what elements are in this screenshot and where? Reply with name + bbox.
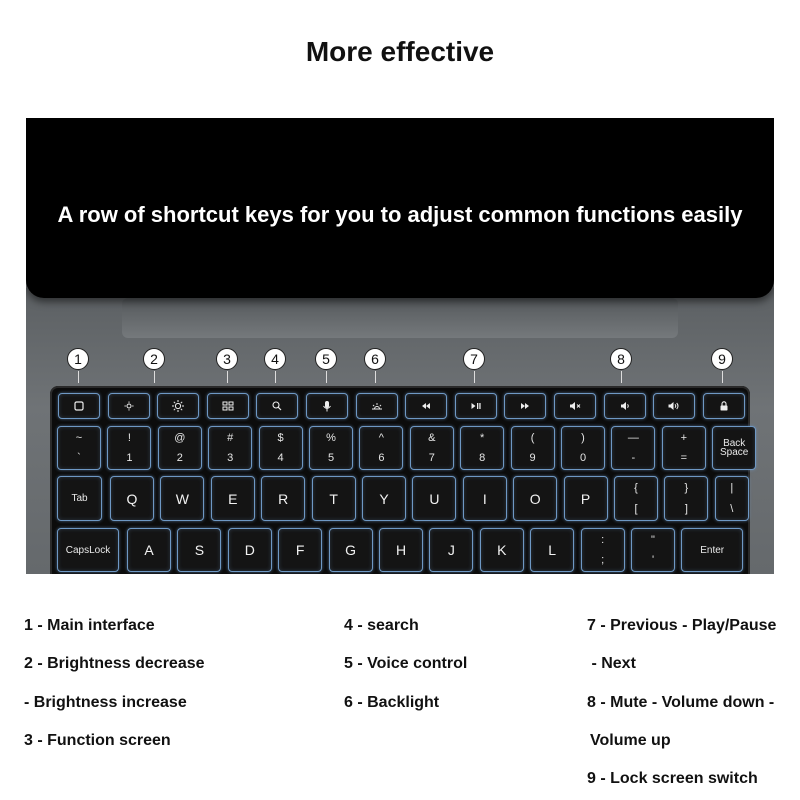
legend-item: - Brightness increase — [24, 694, 187, 711]
key-base-symbol: ] — [684, 503, 688, 515]
key-base-symbol: 6 — [378, 452, 385, 464]
legend-item: 7 - Previous - Play/Pause — [587, 617, 777, 634]
key-shift-symbol: ! — [127, 432, 131, 444]
key-letter: I — [482, 490, 487, 507]
backlight-icon — [357, 394, 397, 418]
key-letter: H — [395, 542, 407, 558]
key-i[interactable] — [463, 476, 507, 521]
lock-icon — [704, 394, 744, 418]
key-base-symbol: 0 — [579, 452, 587, 464]
function-key-search[interactable] — [256, 393, 298, 419]
key-w[interactable] — [160, 476, 204, 521]
key-shift-symbol: ) — [581, 432, 585, 444]
key-shift-symbol: " — [651, 534, 655, 546]
keyboard-case-photo — [26, 118, 774, 574]
backspace-label-bottom: Space — [720, 447, 749, 458]
key--[interactable] — [611, 426, 655, 470]
key-letter: K — [497, 542, 507, 558]
key-shift-symbol: ( — [530, 432, 535, 444]
microphone-icon — [307, 394, 347, 418]
backspace-label-top: Back — [723, 438, 746, 449]
key-k[interactable] — [480, 528, 524, 572]
callout-1: 1 — [67, 348, 89, 370]
key-q[interactable] — [110, 476, 154, 521]
key-letter: R — [278, 490, 289, 507]
function-key-previous-track[interactable] — [405, 393, 447, 419]
key-letter: W — [175, 490, 189, 507]
key-bracket-0[interactable] — [614, 476, 658, 521]
volume-up-icon — [654, 394, 694, 418]
key-f[interactable] — [278, 528, 322, 572]
legend-item: 6 - Backlight — [344, 694, 440, 711]
key-base-symbol: 7 — [428, 452, 435, 464]
function-key-volume-down[interactable] — [604, 393, 646, 419]
key-shift-symbol: ~ — [75, 432, 83, 444]
key-base-symbol: ; — [601, 554, 605, 566]
legend-item: 4 - search — [344, 617, 419, 634]
key-letter: T — [329, 490, 338, 507]
brightness-low-icon — [109, 394, 149, 418]
key-letter: U — [429, 490, 440, 507]
key-punct-1[interactable] — [631, 528, 675, 572]
key-e[interactable] — [211, 476, 255, 521]
legend-item: 2 - Brightness decrease — [24, 655, 205, 672]
key-letter: G — [345, 542, 357, 558]
key-letter: Q — [126, 490, 138, 507]
key-letter: E — [228, 490, 238, 507]
key-2[interactable] — [158, 426, 202, 470]
key-base-symbol: 3 — [227, 452, 234, 464]
function-key-brightness-high[interactable] — [157, 393, 199, 419]
search-icon — [257, 394, 297, 418]
key-letter: S — [194, 542, 205, 558]
key-base-symbol: ` — [77, 452, 81, 464]
callout-leader-line — [78, 371, 79, 383]
keyboard — [50, 386, 750, 574]
legend-item: - Next — [587, 655, 636, 672]
tablet-screen — [26, 118, 774, 298]
legend-item: 8 - Mute - Volume down - — [587, 694, 775, 711]
previous-track-icon — [406, 394, 446, 418]
callout-leader-line — [474, 371, 475, 383]
key-shift-symbol: # — [227, 432, 234, 444]
callout-9: 9 — [711, 348, 733, 370]
legend-item: 1 - Main interface — [24, 617, 155, 634]
key-shift-symbol: ^ — [378, 432, 384, 444]
legend-item: 5 - Voice control — [344, 655, 468, 672]
function-key-volume-up[interactable] — [653, 393, 695, 419]
key-`[interactable] — [57, 426, 101, 470]
key-a[interactable] — [127, 528, 171, 572]
key-shift-symbol: % — [326, 432, 336, 444]
key-letter: Y — [379, 490, 389, 507]
key-letter: D — [244, 542, 255, 558]
function-key-home[interactable] — [58, 393, 100, 419]
key-base-symbol: [ — [634, 503, 638, 515]
key-shift-symbol: : — [601, 534, 605, 546]
enter-label: Enter — [700, 544, 725, 556]
key-4[interactable] — [259, 426, 303, 470]
brightness-high-icon — [158, 394, 198, 418]
key-j[interactable] — [429, 528, 473, 572]
key-shift-symbol: * — [480, 432, 485, 444]
key-r[interactable] — [261, 476, 305, 521]
key-shift-symbol: — — [627, 432, 639, 444]
key-shift-symbol: | — [730, 482, 734, 494]
callout-leader-line — [375, 371, 376, 383]
key-shift-symbol: & — [428, 432, 436, 444]
key-backspace[interactable] — [712, 426, 756, 470]
key-s[interactable] — [177, 528, 221, 572]
app-grid-icon — [208, 394, 248, 418]
play-pause-icon — [456, 394, 496, 418]
key-d[interactable] — [228, 528, 272, 572]
key-punct-0[interactable] — [581, 528, 625, 572]
function-key-backlight[interactable] — [356, 393, 398, 419]
volume-down-icon — [605, 394, 645, 418]
key-letter: A — [144, 542, 154, 558]
callout-5: 5 — [315, 348, 337, 370]
legend-item: 3 - Function screen — [24, 732, 171, 749]
key-7[interactable] — [410, 426, 454, 470]
key-p[interactable] — [564, 476, 608, 521]
callout-8: 8 — [610, 348, 632, 370]
backspace-label — [713, 427, 755, 469]
callout-leader-line — [227, 371, 228, 383]
key-bracket-2[interactable] — [715, 476, 749, 521]
callout-3: 3 — [216, 348, 238, 370]
key-base-symbol: 8 — [479, 452, 486, 464]
function-key-play-pause[interactable] — [455, 393, 497, 419]
key-letter: O — [529, 490, 541, 507]
key-9[interactable] — [511, 426, 555, 470]
key-l[interactable] — [530, 528, 574, 572]
function-key-microphone[interactable] — [306, 393, 348, 419]
callout-leader-line — [621, 371, 622, 383]
key-5[interactable] — [309, 426, 353, 470]
key-letter: J — [447, 542, 455, 558]
callout-leader-line — [326, 371, 327, 383]
key-shift-symbol: $ — [277, 432, 284, 444]
key-tab[interactable] — [57, 476, 102, 521]
page-headline: More effective — [305, 36, 495, 67]
key-shift-symbol: + — [680, 432, 688, 444]
key-u[interactable] — [412, 476, 456, 521]
function-key-mute[interactable] — [554, 393, 596, 419]
mute-icon — [555, 394, 595, 418]
key-base-symbol: = — [680, 452, 688, 464]
key-base-symbol: 5 — [327, 452, 335, 464]
key-t[interactable] — [312, 476, 356, 521]
legend-item: Volume up — [590, 732, 671, 749]
key-6[interactable] — [359, 426, 403, 470]
key-base-symbol: 1 — [126, 452, 133, 464]
callout-leader-line — [722, 371, 723, 383]
key-8[interactable] — [460, 426, 504, 470]
case-hinge — [122, 298, 678, 338]
home-icon — [59, 394, 99, 418]
capslock-label: CapsLock — [65, 544, 111, 556]
key-base-symbol: 2 — [176, 452, 183, 464]
key-bracket-1[interactable] — [664, 476, 708, 521]
key-g[interactable] — [329, 528, 373, 572]
key-shift-symbol: { — [634, 482, 638, 494]
key-0[interactable] — [561, 426, 605, 470]
callout-2: 2 — [143, 348, 165, 370]
function-key-lock[interactable] — [703, 393, 745, 419]
key-base-symbol: 9 — [529, 452, 536, 464]
function-key-next-track[interactable] — [504, 393, 546, 419]
key-capslock[interactable] — [57, 528, 119, 572]
key-3[interactable] — [208, 426, 252, 470]
key-enter[interactable] — [681, 528, 743, 572]
key-shift-symbol: } — [684, 482, 689, 494]
key-letter: L — [548, 542, 557, 558]
callout-leader-line — [275, 371, 276, 383]
legend-item: 9 - Lock screen switch — [587, 770, 758, 787]
key-shift-symbol: @ — [174, 432, 186, 444]
key-1[interactable] — [107, 426, 151, 470]
screen-caption: A row of shortcut keys for you to adjust common functions easily — [57, 202, 743, 227]
key-base-symbol: ' — [651, 554, 655, 566]
function-key-app-grid[interactable] — [207, 393, 249, 419]
key-letter: P — [580, 490, 591, 507]
tab-label: Tab — [71, 493, 88, 504]
key-h[interactable] — [379, 528, 423, 572]
callout-6: 6 — [364, 348, 386, 370]
function-key-brightness-low[interactable] — [108, 393, 150, 419]
next-track-icon — [505, 394, 545, 418]
key-base-symbol: \ — [730, 503, 734, 515]
callout-4: 4 — [264, 348, 286, 370]
callout-leader-line — [154, 371, 155, 383]
key-base-symbol: - — [631, 452, 636, 464]
callout-7: 7 — [463, 348, 485, 370]
key-base-symbol: 4 — [277, 452, 284, 464]
key-letter: F — [295, 542, 305, 558]
key-=[interactable] — [662, 426, 706, 470]
key-o[interactable] — [513, 476, 557, 521]
key-y[interactable] — [362, 476, 406, 521]
